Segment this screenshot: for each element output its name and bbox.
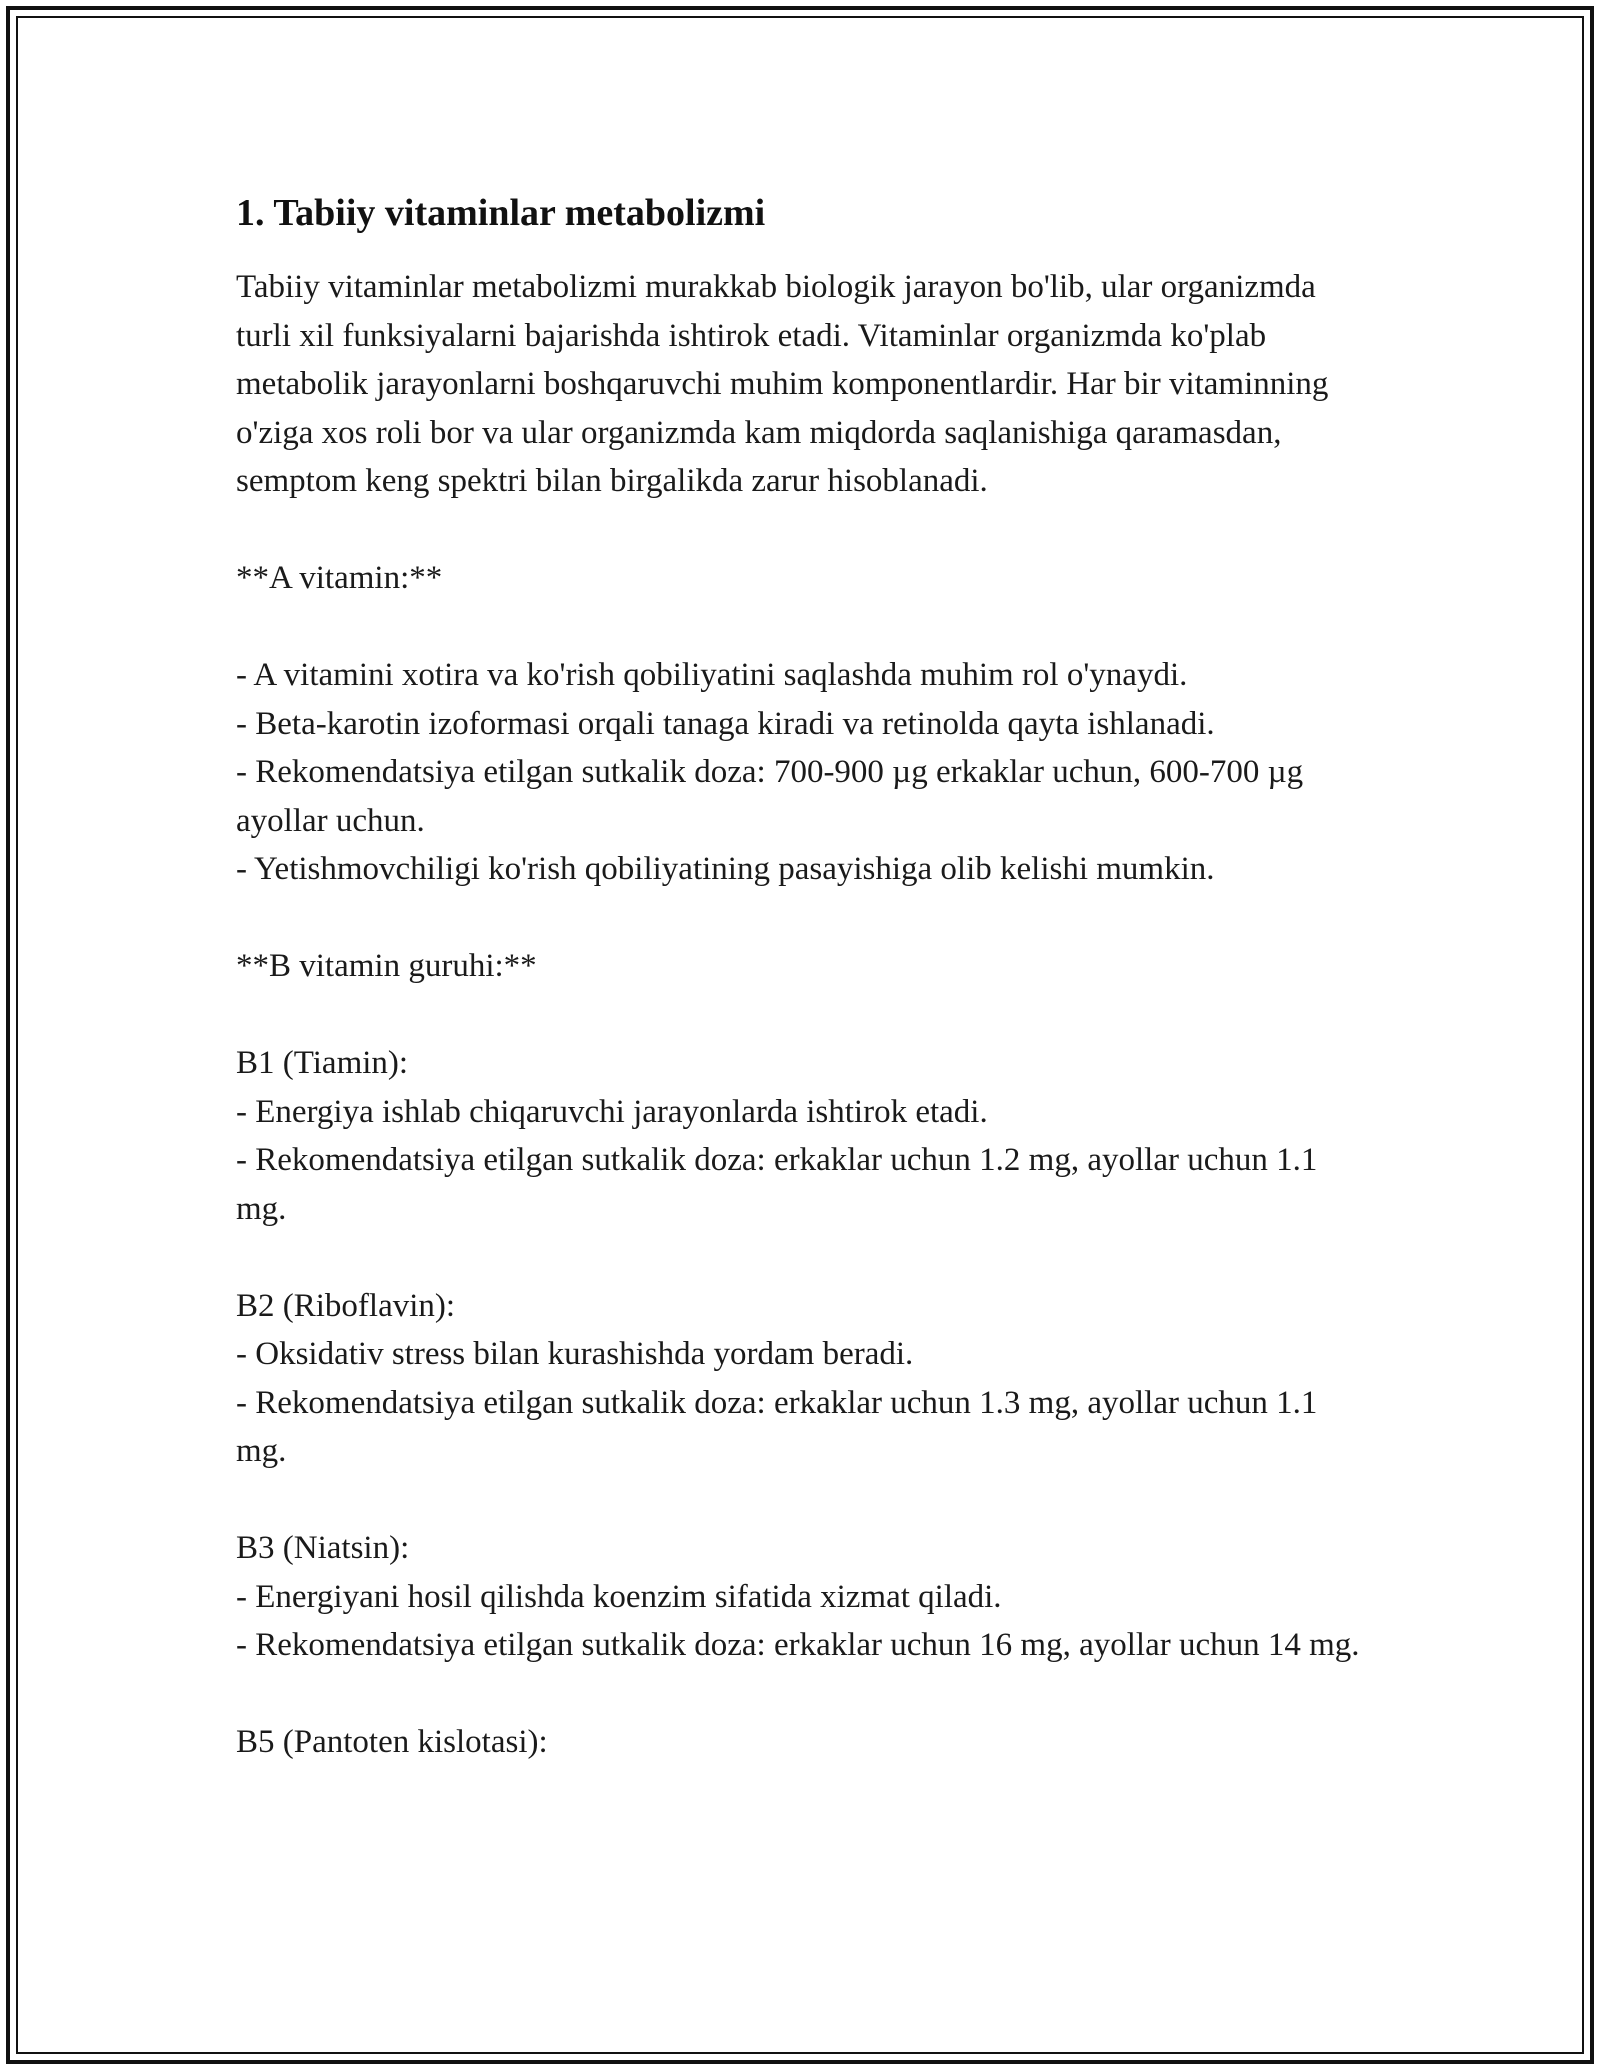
b2-item: - Oksidativ stress bilan kurashishda yordam beradi.	[236, 1336, 914, 1372]
vitamin-b-heading: **B vitamin guruhi:**	[236, 948, 537, 984]
spacer	[236, 894, 1366, 943]
intro-paragraph: Tabiiy vitaminlar metabolizmi murakkab biologik jarayon bo'lib, ular organizmda turli xil funksiyalarni bajarishda ishtirok etadi. Vitaminlar organizmda ko'plab metabolik jarayonlarni boshqaruvchi muhim komponentlardir. Har bir vitaminning o'ziga xos roli bor va ular organizmda kam miqdorda saqlanishiga qaramasdan, semptom keng spektri bilan birgalikda zarur hisoblanadi.	[236, 269, 1337, 499]
b3-item: - Energiyani hosil qilishda koenzim sifatida xizmat qiladi.	[236, 1578, 1002, 1615]
vitamin-a-item: - A vitamini xotira va ko'rish qobiliyatini saqlashda muhim rol o'ynaydi.	[236, 657, 1188, 693]
spacer	[236, 506, 1366, 555]
section-title: 1. Tabiiy vitaminlar metabolizmi	[236, 192, 766, 234]
b2-item: - Rekomendatsiya etilgan sutkalik doza: erkaklar uchun 1.3 mg, ayollar uchun 1.1 mg.	[236, 1384, 1326, 1469]
spacer	[236, 1476, 1366, 1525]
document-body	[236, 185, 1366, 1767]
vitamin-a-item: - Beta-karotin izoformasi orqali tanaga kiradi va retinolda qayta ishlanadi.	[236, 705, 1215, 742]
spacer	[236, 1233, 1366, 1282]
b1-name: B1 (Tiamin):	[236, 1045, 409, 1081]
vitamin-a-heading: **A vitamin:**	[236, 560, 443, 596]
spacer	[236, 991, 1366, 1040]
b1-item: - Energiya ishlab chiqaruvchi jarayonlarda ishtirok etadi.	[236, 1093, 988, 1130]
b2-name: B2 (Riboflavin):	[236, 1287, 456, 1324]
b3-name: B3 (Niatsin):	[236, 1530, 410, 1566]
vitamin-a-item: - Yetishmovchiligi ko'rish qobiliyatining pasayishiga olib kelishi mumkin.	[236, 851, 1215, 887]
spacer	[236, 1670, 1366, 1719]
vitamin-a-item: - Rekomendatsiya etilgan sutkalik doza: 700-900 µg erkaklar uchun, 600-700 µg ayollar uchun.	[236, 754, 1312, 839]
b3-item: - Rekomendatsiya etilgan sutkalik doza: erkaklar uchun 16 mg, ayollar uchun 14 mg.	[236, 1627, 1360, 1663]
spacer	[236, 603, 1366, 652]
b1-item: - Rekomendatsiya etilgan sutkalik doza: erkaklar uchun 1.2 mg, ayollar uchun 1.1 mg.	[236, 1142, 1326, 1227]
b5-name: B5 (Pantoten kislotasi):	[236, 1724, 548, 1760]
